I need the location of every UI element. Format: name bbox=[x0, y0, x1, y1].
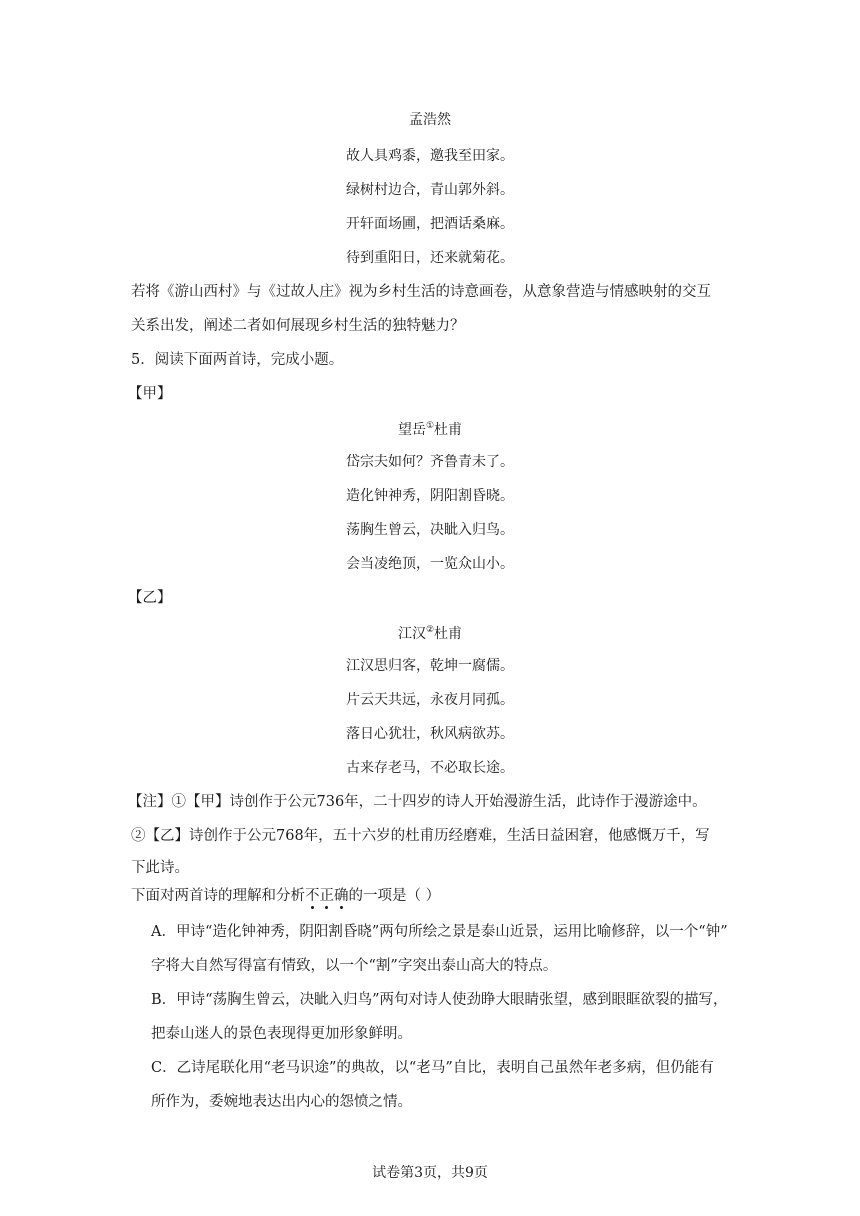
notes-text: 【注】①【甲】诗创作于公元736年，二十四岁的诗人开始漫游生活，此诗作于漫游途中。 bbox=[128, 794, 707, 810]
poem-yi-line: 片云天共远，永夜月同孤。 bbox=[346, 692, 514, 708]
page-footer: 试卷第3页，共9页 bbox=[372, 1165, 488, 1181]
poem-yi-line: 落日心犹壮，秋风病欲苏。 bbox=[346, 726, 514, 742]
poem1-line: 开轩面场圃，把酒话桑麻。 bbox=[346, 216, 514, 232]
poem-jia-line: 造化钟神秀，阴阳割昏晓。 bbox=[346, 488, 514, 504]
poem-yi-author: 杜甫 bbox=[434, 626, 463, 642]
poem1-line: 待到重阳日，还来就菊花。 bbox=[346, 250, 514, 266]
poem-jia-title: 望岳 bbox=[397, 422, 426, 438]
footnote-marker: ① bbox=[425, 421, 435, 431]
footnote-marker: ② bbox=[425, 625, 435, 635]
poem-jia-line: 荡胸生曾云，决眦入归鸟。 bbox=[346, 522, 514, 538]
poem-yi-line: 江汉思归客，乾坤一腐儒。 bbox=[346, 658, 514, 674]
question5-title: 5．阅读下面两首诗，完成小题。 bbox=[131, 352, 344, 368]
poem-jia-label: 【甲】 bbox=[128, 386, 172, 402]
poem1-author: 孟浩然 bbox=[409, 112, 451, 128]
emphasis-char: 正 bbox=[319, 888, 334, 904]
poem-yi-heading bbox=[0, 620, 860, 644]
option-a-cont: 字将大自然写得富有情致，以一个“割”字突出泰山高大的特点。 bbox=[151, 958, 558, 974]
poem-jia-heading bbox=[0, 416, 860, 440]
emphasis-char: 不 bbox=[305, 888, 320, 904]
poem-yi-label: 【乙】 bbox=[128, 590, 172, 606]
question4-text: 关系出发，阐述二者如何展现乡村生活的独特魅力？ bbox=[131, 318, 465, 334]
option-c-cont: 所作为，委婉地表达出内心的怨愤之情。 bbox=[151, 1094, 412, 1110]
notes-text: 下此诗。 bbox=[131, 860, 189, 876]
notes-text: ②【乙】诗创作于公元768年，五十六岁的杜甫历经磨难，生活日益困窘，他感慨万千，写 bbox=[131, 828, 710, 844]
stem-text: 下面对两首诗的理解和分析 bbox=[131, 888, 305, 904]
emphasis-char: 确 bbox=[334, 888, 349, 904]
poem-jia-line: 岱宗夫如何？齐鲁青未了。 bbox=[346, 454, 514, 470]
question-stem bbox=[131, 886, 440, 906]
stem-text: 的一项是（ ） bbox=[348, 888, 441, 904]
poem-yi-line: 古来存老马，不必取长途。 bbox=[346, 760, 514, 776]
poem-jia-line: 会当凌绝顶，一览众山小。 bbox=[346, 556, 514, 572]
option-c: C．乙诗尾联化用“老马识途”的典故，以“老马”自比，表明自己虽然年老多病，但仍能有 bbox=[151, 1060, 714, 1076]
poem-jia-author: 杜甫 bbox=[434, 422, 463, 438]
poem-yi-title: 江汉 bbox=[397, 626, 426, 642]
poem1-line: 绿树村边合，青山郭外斜。 bbox=[346, 182, 514, 198]
option-b: B．甲诗“荡胸生曾云，决眦入归鸟”两句对诗人使劲睁大眼睛张望，感到眼眶欲裂的描写， bbox=[151, 992, 728, 1008]
option-a: A．甲诗“造化钟神秀，阴阳割昏晓”两句所绘之景是泰山近景，运用比喻修辞，以一个“钟” bbox=[151, 924, 728, 940]
poem1-line: 故人具鸡黍，邀我至田家。 bbox=[346, 148, 514, 164]
question4-text: 若将《游山西村》与《过故人庄》视为乡村生活的诗意画卷，从意象营造与情感映射的交互 bbox=[131, 284, 711, 300]
option-b-cont: 把泰山迷人的景色表现得更加形象鲜明。 bbox=[151, 1026, 412, 1042]
